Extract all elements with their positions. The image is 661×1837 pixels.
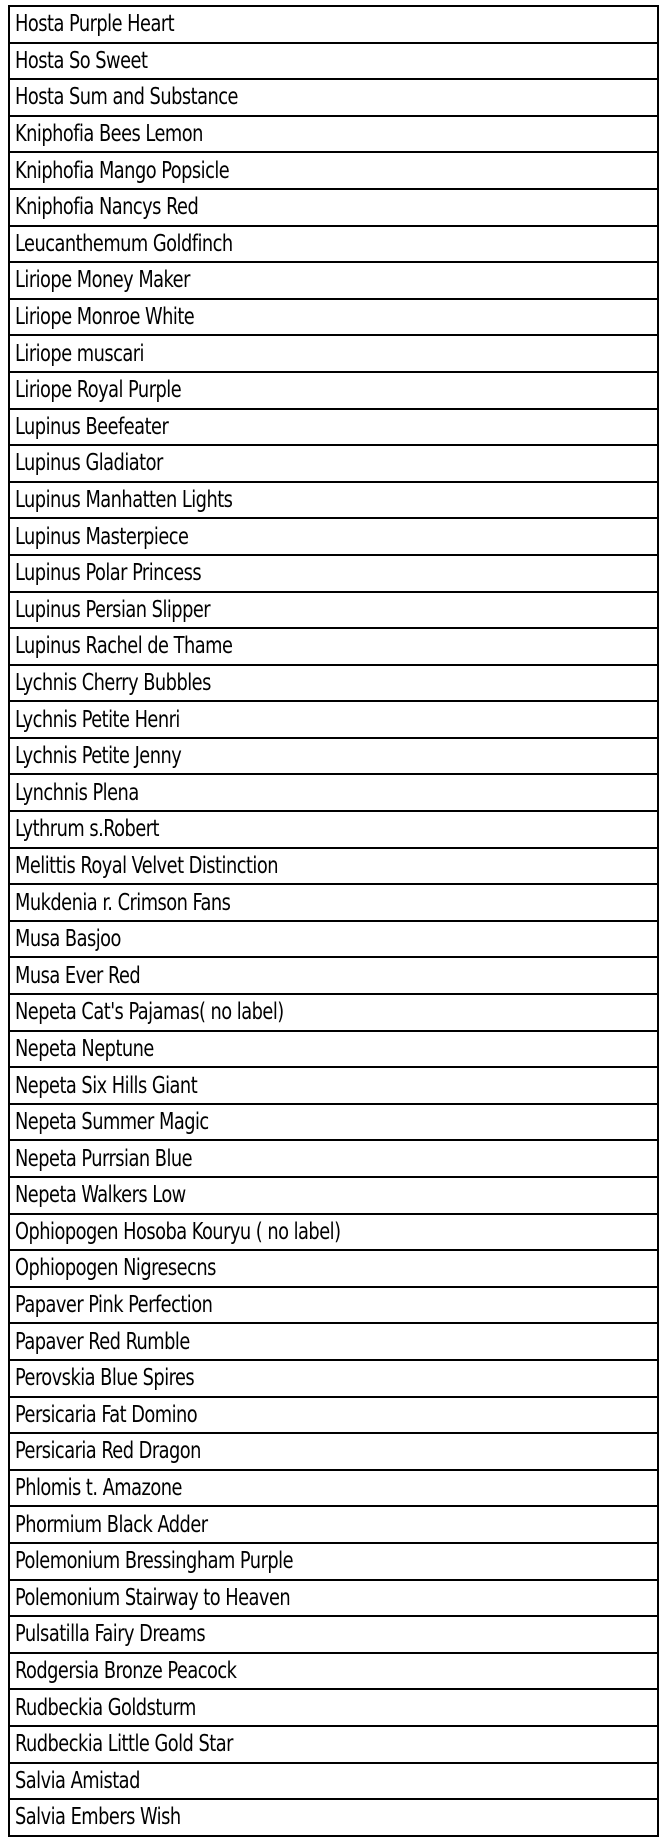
plant-name: Hosta Purple Heart	[15, 11, 175, 38]
table-row	[9, 262, 658, 299]
table-row	[9, 1214, 658, 1251]
plant-name: Liriope muscari	[15, 340, 144, 367]
table-cell[interactable]	[9, 116, 658, 153]
table-cell[interactable]	[9, 1726, 658, 1763]
table-cell[interactable]	[9, 1763, 658, 1800]
plant-name: Lychnis Petite Henri	[15, 706, 180, 733]
plant-name: Nepeta Cat's Pajamas( no label)	[15, 999, 284, 1026]
plant-name: Melittis Royal Velvet Distinction	[15, 852, 278, 879]
table-cell[interactable]	[9, 1360, 658, 1397]
table-cell[interactable]	[9, 1323, 658, 1360]
table-row	[9, 665, 658, 702]
table-cell[interactable]	[9, 1287, 658, 1324]
table-cell[interactable]	[9, 1799, 658, 1836]
plant-name: Leucanthemum Goldfinch	[15, 230, 233, 257]
plant-name: Rudbeckia Goldsturm	[15, 1694, 196, 1721]
plant-name: Hosta Sum and Substance	[15, 84, 238, 111]
table-cell[interactable]	[9, 848, 658, 885]
table-row	[9, 884, 658, 921]
table-cell[interactable]	[9, 665, 658, 702]
table-cell[interactable]	[9, 1433, 658, 1470]
table-cell[interactable]	[9, 738, 658, 775]
table-cell[interactable]	[9, 1580, 658, 1617]
table-cell[interactable]	[9, 1616, 658, 1653]
table-row	[9, 1799, 658, 1836]
table-cell[interactable]	[9, 884, 658, 921]
plant-name: Liriope Monroe White	[15, 304, 195, 331]
table-cell[interactable]	[9, 628, 658, 665]
table-cell[interactable]	[9, 1067, 658, 1104]
table-row	[9, 372, 658, 409]
table-row	[9, 628, 658, 665]
plant-name: Liriope Money Maker	[15, 267, 190, 294]
table-cell[interactable]	[9, 518, 658, 555]
plant-name: Phormium Black Adder	[15, 1511, 208, 1538]
plant-name: Papaver Pink Perfection	[15, 1292, 213, 1319]
table-row	[9, 1726, 658, 1763]
plant-name: Lupinus Gladiator	[15, 450, 163, 477]
table-row	[9, 994, 658, 1031]
table-cell[interactable]	[9, 921, 658, 958]
table-cell[interactable]	[9, 1689, 658, 1726]
plant-name: Nepeta Neptune	[15, 1035, 154, 1062]
table-cell[interactable]	[9, 299, 658, 336]
table-row	[9, 1506, 658, 1543]
table-row	[9, 409, 658, 446]
plant-name: Persicaria Fat Domino	[15, 1401, 198, 1428]
table-row	[9, 1177, 658, 1214]
plant-name: Rodgersia Bronze Peacock	[15, 1658, 237, 1685]
table-row	[9, 921, 658, 958]
table-row	[9, 116, 658, 153]
table-row	[9, 848, 658, 885]
plant-name: Lythrum s.Robert	[15, 816, 160, 843]
table-cell[interactable]	[9, 1104, 658, 1141]
table-row	[9, 152, 658, 189]
plant-name: Ophiopogen Hosoba Kouryu ( no label)	[15, 1218, 341, 1245]
table-row	[9, 774, 658, 811]
table-cell[interactable]	[9, 701, 658, 738]
table-row	[9, 6, 658, 43]
plant-name: Hosta So Sweet	[15, 47, 148, 74]
table-row	[9, 1104, 658, 1141]
table-row	[9, 518, 658, 555]
table-cell[interactable]	[9, 152, 658, 189]
table-cell[interactable]	[9, 262, 658, 299]
table-row	[9, 299, 658, 336]
table-row	[9, 1763, 658, 1800]
table-row	[9, 1031, 658, 1068]
table-row	[9, 701, 658, 738]
plant-name: Lupinus Persian Slipper	[15, 596, 211, 623]
table-cell[interactable]	[9, 189, 658, 226]
plant-name: Lupinus Rachel de Thame	[15, 633, 233, 660]
table-cell[interactable]	[9, 79, 658, 116]
table-row	[9, 592, 658, 629]
plant-name: Kniphofia Bees Lemon	[15, 121, 203, 148]
plant-name: Lupinus Beefeater	[15, 413, 169, 440]
table-cell[interactable]	[9, 1470, 658, 1507]
plant-name: Perovskia Blue Spires	[15, 1365, 195, 1392]
table-cell[interactable]	[9, 482, 658, 519]
plant-name: Lupinus Polar Princess	[15, 560, 202, 587]
table-cell[interactable]	[9, 1177, 658, 1214]
table-cell[interactable]	[9, 43, 658, 80]
plant-name: Lupinus Masterpiece	[15, 523, 189, 550]
table-cell[interactable]	[9, 1543, 658, 1580]
table-row	[9, 1250, 658, 1287]
table-cell[interactable]	[9, 6, 658, 43]
plant-name: Mukdenia r. Crimson Fans	[15, 889, 231, 916]
table-row	[9, 1580, 658, 1617]
table-row	[9, 335, 658, 372]
table-row	[9, 189, 658, 226]
table-cell[interactable]	[9, 1397, 658, 1434]
table-cell[interactable]	[9, 335, 658, 372]
table-cell[interactable]	[9, 226, 658, 263]
table-row	[9, 43, 658, 80]
table-row	[9, 1140, 658, 1177]
plant-name: Lynchnis Plena	[15, 779, 139, 806]
table-row	[9, 1397, 658, 1434]
table-cell[interactable]	[9, 811, 658, 848]
plant-name: Musa Basjoo	[15, 926, 121, 953]
table-cell[interactable]	[9, 1653, 658, 1690]
table-cell[interactable]	[9, 1506, 658, 1543]
table-row	[9, 1653, 658, 1690]
table-row	[9, 811, 658, 848]
table-row	[9, 79, 658, 116]
table-row	[9, 482, 658, 519]
table-row	[9, 738, 658, 775]
plant-name: Nepeta Six Hills Giant	[15, 1072, 198, 1099]
plant-name: Lychnis Petite Jenny	[15, 743, 182, 770]
table-row	[9, 957, 658, 994]
table-cell[interactable]	[9, 1140, 658, 1177]
table-cell[interactable]	[9, 994, 658, 1031]
table-cell[interactable]	[9, 957, 658, 994]
table-row	[9, 1616, 658, 1653]
plant-name: Salvia Amistad	[15, 1767, 140, 1794]
plant-name: Nepeta Purrsian Blue	[15, 1145, 193, 1172]
table-row	[9, 1287, 658, 1324]
plant-name: Ophiopogen Nigresecns	[15, 1255, 216, 1282]
table-cell[interactable]	[9, 555, 658, 592]
plant-name: Kniphofia Mango Popsicle	[15, 157, 230, 184]
table-cell[interactable]	[9, 1031, 658, 1068]
table-cell[interactable]	[9, 1250, 658, 1287]
plant-name: Musa Ever Red	[15, 962, 141, 989]
table-cell[interactable]	[9, 409, 658, 446]
table-row	[9, 1360, 658, 1397]
table-row	[9, 1323, 658, 1360]
plant-name: Rudbeckia Little Gold Star	[15, 1731, 233, 1758]
plant-name: Lychnis Cherry Bubbles	[15, 669, 211, 696]
table-cell[interactable]	[9, 592, 658, 629]
plant-name: Polemonium Stairway to Heaven	[15, 1584, 291, 1611]
table-row	[9, 1689, 658, 1726]
table-row	[9, 1470, 658, 1507]
plant-name: Pulsatilla Fairy Dreams	[15, 1621, 206, 1648]
table-cell[interactable]	[9, 1214, 658, 1251]
plant-name: Phlomis t. Amazone	[15, 1475, 182, 1502]
table-row	[9, 1067, 658, 1104]
table-cell[interactable]	[9, 372, 658, 409]
plant-name: Papaver Red Rumble	[15, 1328, 190, 1355]
plant-name: Salvia Embers Wish	[15, 1804, 181, 1831]
table-row	[9, 1433, 658, 1470]
table-cell[interactable]	[9, 445, 658, 482]
plant-name: Kniphofia Nancys Red	[15, 194, 199, 221]
table-row	[9, 445, 658, 482]
plant-name: Polemonium Bressingham Purple	[15, 1548, 294, 1575]
plant-name: Lupinus Manhatten Lights	[15, 487, 233, 514]
plant-name: Persicaria Red Dragon	[15, 1438, 201, 1465]
table-cell[interactable]	[9, 774, 658, 811]
table-row	[9, 226, 658, 263]
table-row	[9, 555, 658, 592]
plant-name: Liriope Royal Purple	[15, 377, 182, 404]
plant-list-table	[8, 5, 659, 1837]
plant-name: Nepeta Walkers Low	[15, 1182, 186, 1209]
plant-list-body	[9, 6, 658, 1836]
plant-name: Nepeta Summer Magic	[15, 1109, 209, 1136]
table-row	[9, 1543, 658, 1580]
